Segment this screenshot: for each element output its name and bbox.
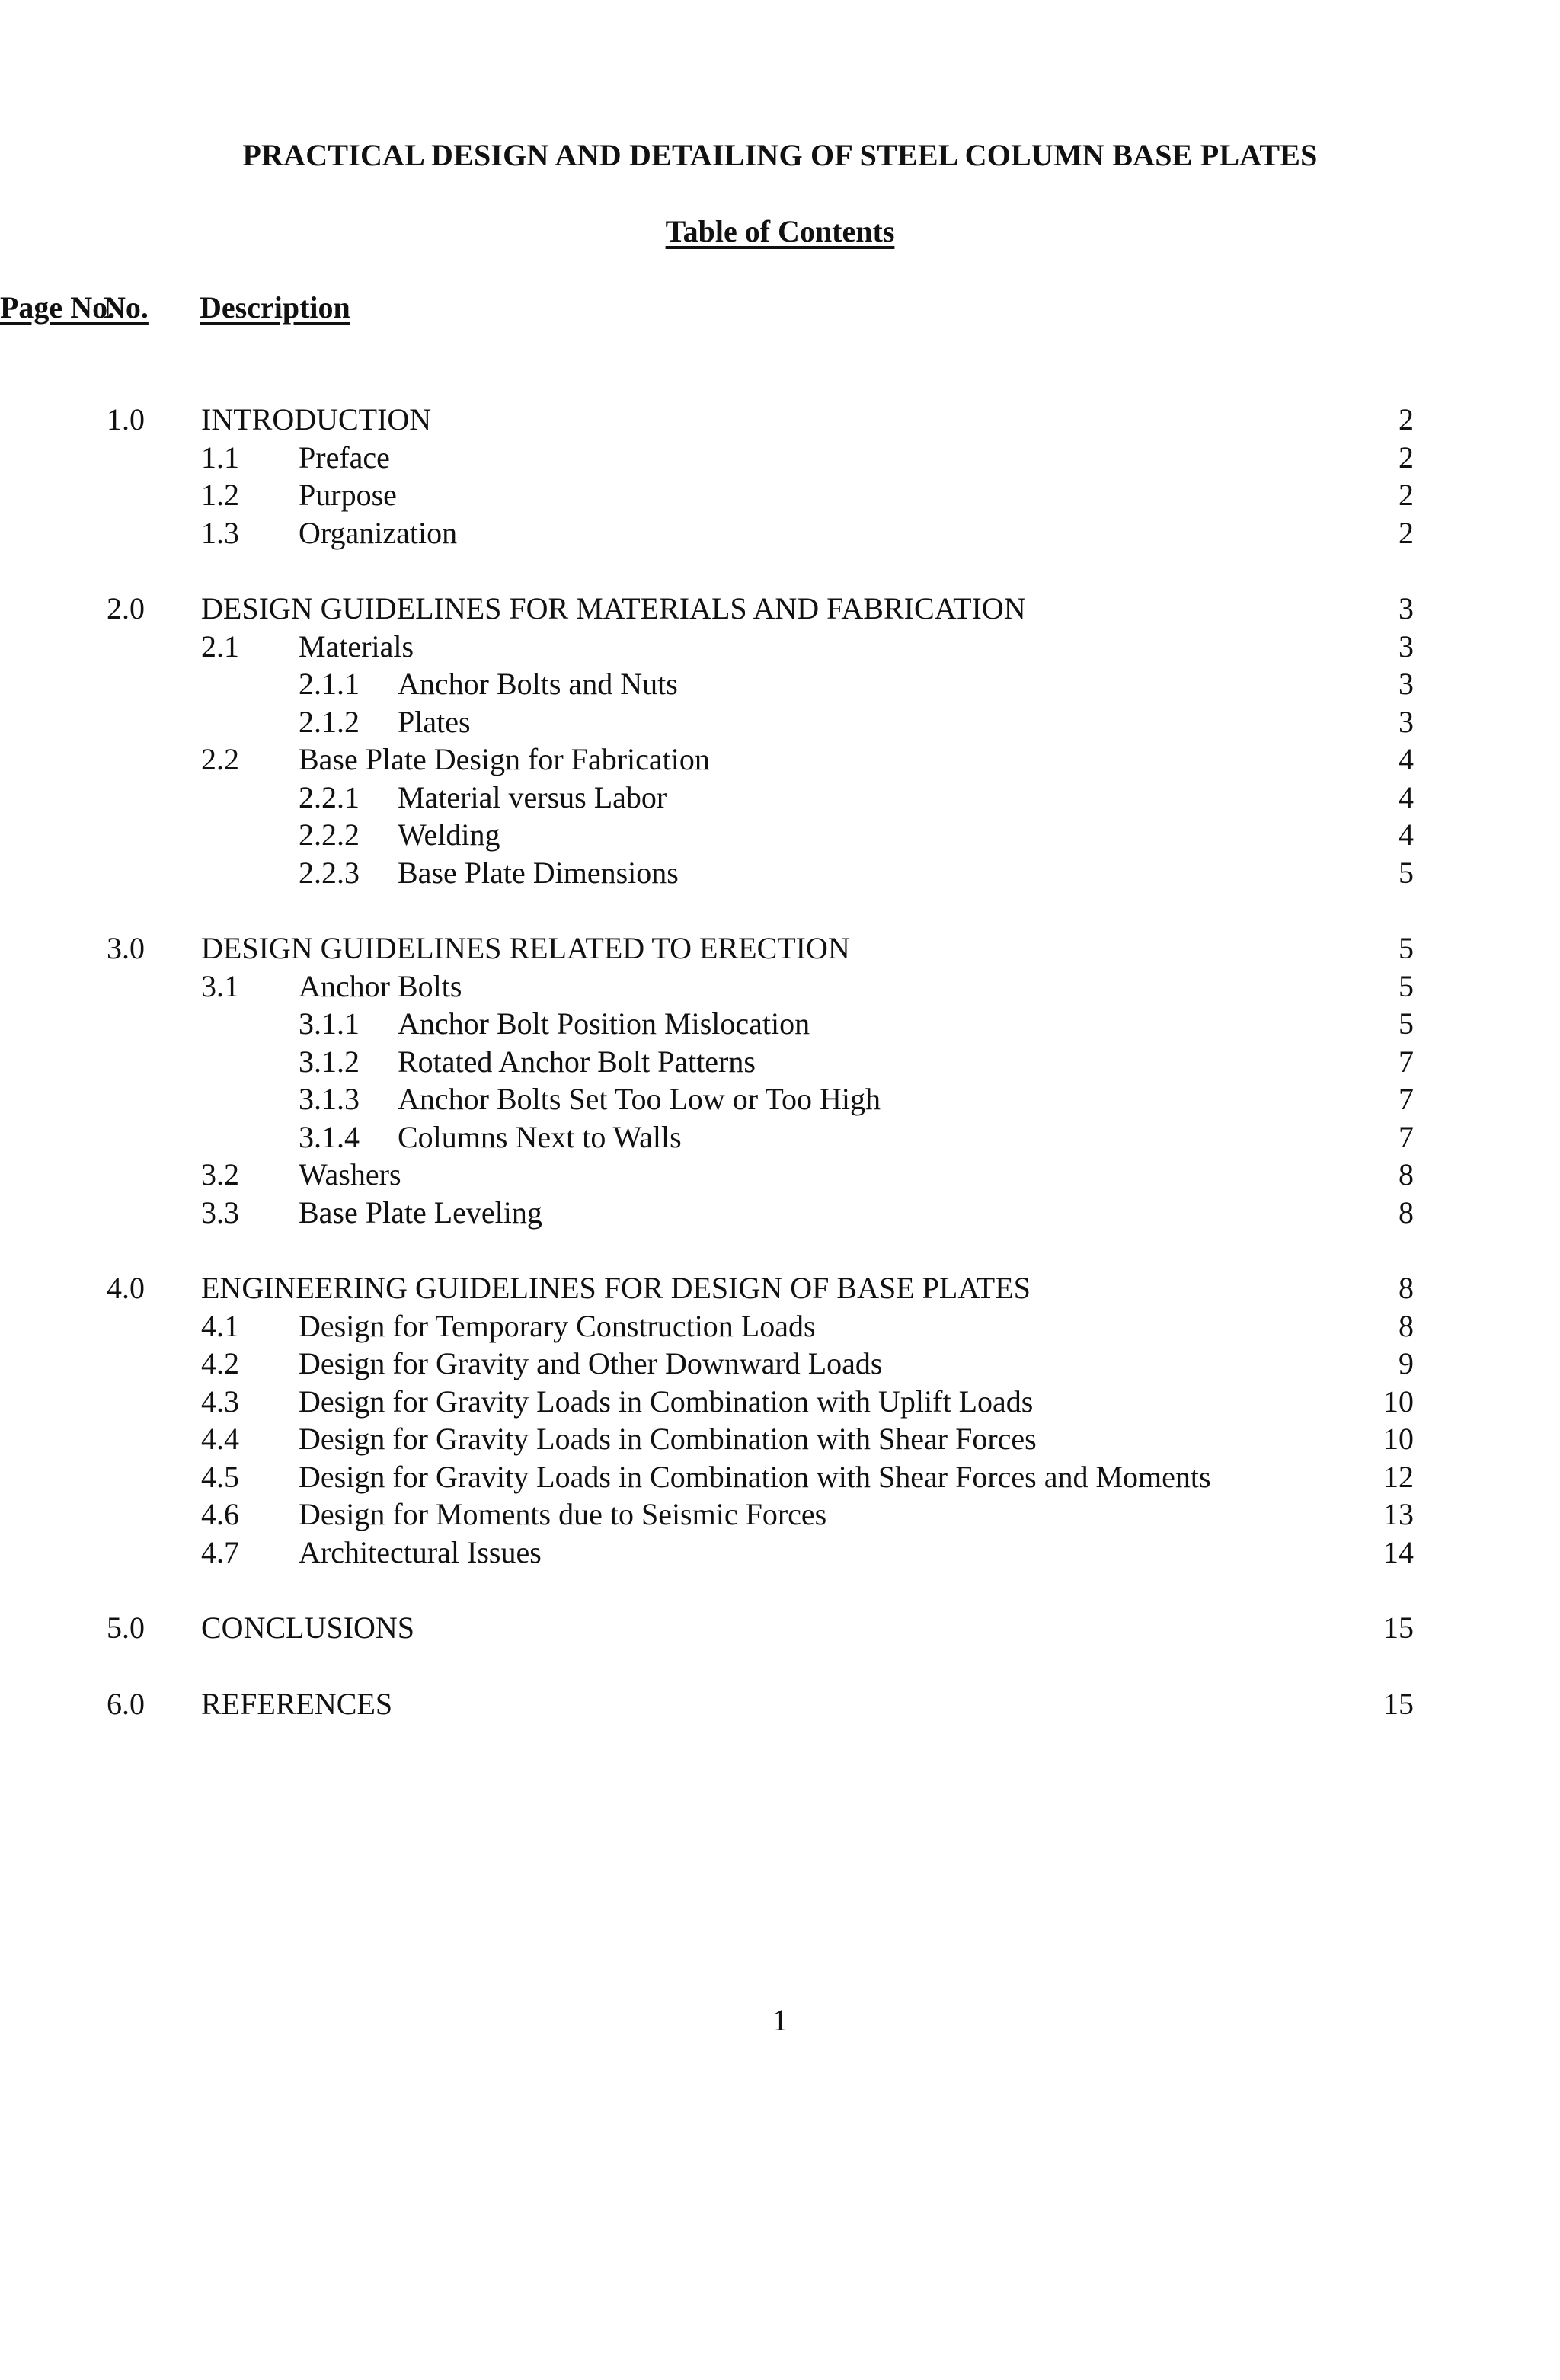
toc-entry-number: 4.2 (201, 1346, 239, 1380)
toc-entry-number: 2.2.3 (299, 855, 360, 890)
toc-entry-number: 2.1.1 (299, 667, 360, 701)
toc-entry-title: Preface (299, 440, 390, 475)
toc-entry-number: 4.0 (107, 1271, 145, 1305)
toc-entry-title: Washers (299, 1157, 401, 1192)
toc-entry-title: Columns Next to Walls (398, 1119, 682, 1154)
toc-entry-number: 3.1.4 (299, 1119, 360, 1154)
toc-entry-page: 2 (1399, 478, 1414, 512)
toc-entry (0, 1118, 1560, 1156)
toc-entry (0, 1345, 1560, 1383)
toc-entry (0, 1269, 1560, 1307)
toc-entry-number: 1.3 (201, 515, 239, 550)
toc-entry-number: 2.1 (201, 629, 239, 664)
toc-entry (0, 1080, 1560, 1118)
toc-entry-number: 4.1 (201, 1308, 239, 1343)
toc-entry-title: Materials (299, 629, 414, 664)
toc-entry-page: 8 (1399, 1157, 1414, 1192)
toc-entry-page: 5 (1399, 855, 1414, 890)
toc-entry-number: 6.0 (107, 1686, 145, 1721)
toc-entry-page: 10 (1383, 1384, 1414, 1419)
toc-entry-number: 2.2.1 (299, 779, 360, 814)
toc-entry-page: 8 (1399, 1308, 1414, 1343)
toc-entry-number: 4.3 (201, 1384, 239, 1419)
toc-entry-number: 4.5 (201, 1459, 239, 1494)
toc-entry-page: 2 (1399, 402, 1414, 437)
toc-entry-page: 12 (1383, 1459, 1414, 1494)
toc-entry-title: Base Plate Design for Fabrication (299, 742, 710, 776)
column-header-page: Page No. (0, 290, 116, 325)
toc-entry-title: DESIGN GUIDELINES FOR MATERIALS AND FABRICATION (201, 591, 1026, 625)
toc-entry-page: 3 (1399, 591, 1414, 625)
toc-entry-title: Architectural Issues (299, 1534, 542, 1569)
toc-entry-page: 4 (1399, 817, 1414, 852)
document-title: PRACTICAL DESIGN AND DETAILING OF STEEL COLUMN BASE PLATES (242, 138, 1318, 172)
toc-entry (0, 439, 1560, 477)
toc-entry (0, 1156, 1560, 1194)
toc-entry-page: 8 (1399, 1195, 1414, 1230)
toc-entry-number: 4.4 (201, 1422, 239, 1456)
toc-entry (0, 1609, 1560, 1647)
toc-entry (0, 816, 1560, 854)
toc-entry-page: 5 (1399, 931, 1414, 965)
toc-entry-number: 2.2 (201, 742, 239, 776)
toc-entry-number: 4.7 (201, 1534, 239, 1569)
toc-entry-page: 7 (1399, 1044, 1414, 1079)
toc-entry-title: Design for Gravity Loads in Combination with Shear Forces (299, 1422, 1037, 1456)
toc-entry-number: 1.2 (201, 478, 239, 512)
toc-entry-page: 9 (1399, 1346, 1414, 1380)
toc-entry-title: CONCLUSIONS (201, 1611, 415, 1645)
toc-entry (0, 590, 1560, 628)
toc-entry-page: 13 (1383, 1497, 1414, 1531)
toc-entry-page: 4 (1399, 742, 1414, 776)
toc-entry-page: 4 (1399, 779, 1414, 814)
toc-entry-number: 3.1.1 (299, 1006, 360, 1041)
toc-entry-number: 3.0 (107, 931, 145, 965)
toc-entry-title: Welding (398, 817, 500, 852)
toc-entry (0, 1043, 1560, 1081)
toc-entry-page: 15 (1383, 1611, 1414, 1645)
toc-entry (0, 1420, 1560, 1458)
toc-entry-number: 4.6 (201, 1497, 239, 1531)
toc-entry (0, 1307, 1560, 1345)
toc-entry (0, 703, 1560, 741)
toc-entry-title: Base Plate Leveling (299, 1195, 542, 1230)
toc-entry-title: Design for Gravity and Other Downward Loads (299, 1346, 883, 1380)
toc-entry (0, 628, 1560, 666)
toc-entry (0, 1495, 1560, 1534)
toc-entry (0, 401, 1560, 439)
toc-entry-page: 15 (1383, 1686, 1414, 1721)
toc-entry-title: REFERENCES (201, 1686, 393, 1721)
toc-entry-title: Design for Gravity Loads in Combination with Shear Forces and Moments (299, 1459, 1211, 1494)
toc-entry (0, 514, 1560, 552)
toc-entry (0, 929, 1560, 968)
toc-entry-page: 3 (1399, 629, 1414, 664)
toc-entry-page: 7 (1399, 1082, 1414, 1116)
toc-entry-title: Rotated Anchor Bolt Patterns (398, 1044, 756, 1079)
toc-entry-page: 5 (1399, 968, 1414, 1003)
column-header-no: No. (104, 290, 149, 325)
toc-entry-title: Anchor Bolts (299, 968, 462, 1003)
toc-entry-number: 3.1.3 (299, 1082, 360, 1116)
toc-entry-number: 3.3 (201, 1195, 239, 1230)
toc-entry-number: 3.2 (201, 1157, 239, 1192)
toc-entry-number: 2.1.2 (299, 704, 360, 739)
toc-entry-number: 3.1.2 (299, 1044, 360, 1079)
toc-entry (0, 1458, 1560, 1496)
toc-entry-title: Organization (299, 515, 458, 550)
toc-entry (0, 741, 1560, 779)
toc-entry (0, 1005, 1560, 1043)
toc-entry-title: Anchor Bolts Set Too Low or Too High (398, 1082, 881, 1116)
toc-entry (0, 854, 1560, 892)
toc-entry-title: Purpose (299, 478, 397, 512)
toc-entry-title: INTRODUCTION (201, 402, 432, 437)
toc-entry-page: 10 (1383, 1422, 1414, 1456)
toc-heading: Table of Contents (665, 214, 895, 248)
toc-entry-page: 14 (1383, 1534, 1414, 1569)
toc-entry-page: 7 (1399, 1119, 1414, 1154)
toc-entry-number: 1.0 (107, 402, 145, 437)
toc-entry-title: Base Plate Dimensions (398, 855, 679, 890)
toc-entry (0, 1194, 1560, 1232)
toc-entry-number: 3.1 (201, 968, 239, 1003)
toc-entry-number: 2.0 (107, 591, 145, 625)
toc-entry-page: 3 (1399, 667, 1414, 701)
toc-entry-page: 5 (1399, 1006, 1414, 1041)
toc-entry-page: 2 (1399, 440, 1414, 475)
toc-entry-title: ENGINEERING GUIDELINES FOR DESIGN OF BASE PLATES (201, 1271, 1031, 1305)
toc-entry (0, 779, 1560, 817)
toc-entry (0, 968, 1560, 1006)
toc-entry-page: 3 (1399, 704, 1414, 739)
toc-entry-title: Material versus Labor (398, 779, 667, 814)
toc-entry-title: Design for Moments due to Seismic Forces (299, 1497, 827, 1531)
toc-entry-number: 2.2.2 (299, 817, 360, 852)
toc-entry-title: Design for Temporary Construction Loads (299, 1308, 816, 1343)
toc-entry (0, 665, 1560, 703)
toc-entry-title: Anchor Bolt Position Mislocation (398, 1006, 810, 1041)
toc-entry-title: Plates (398, 704, 471, 739)
column-header-description: Description (200, 290, 350, 325)
page-number: 1 (772, 2003, 788, 2037)
toc-entry-title: DESIGN GUIDELINES RELATED TO ERECTION (201, 931, 850, 965)
toc-entry-page: 2 (1399, 515, 1414, 550)
toc-entry-page: 8 (1399, 1271, 1414, 1305)
toc-entry (0, 476, 1560, 514)
toc-entry (0, 1685, 1560, 1723)
toc-entry-number: 5.0 (107, 1611, 145, 1645)
toc-entry (0, 1534, 1560, 1572)
toc-entry-title: Design for Gravity Loads in Combination with Uplift Loads (299, 1384, 1034, 1419)
toc-entry-title: Anchor Bolts and Nuts (398, 667, 678, 701)
toc-entry (0, 1383, 1560, 1421)
toc-entry-number: 1.1 (201, 440, 239, 475)
